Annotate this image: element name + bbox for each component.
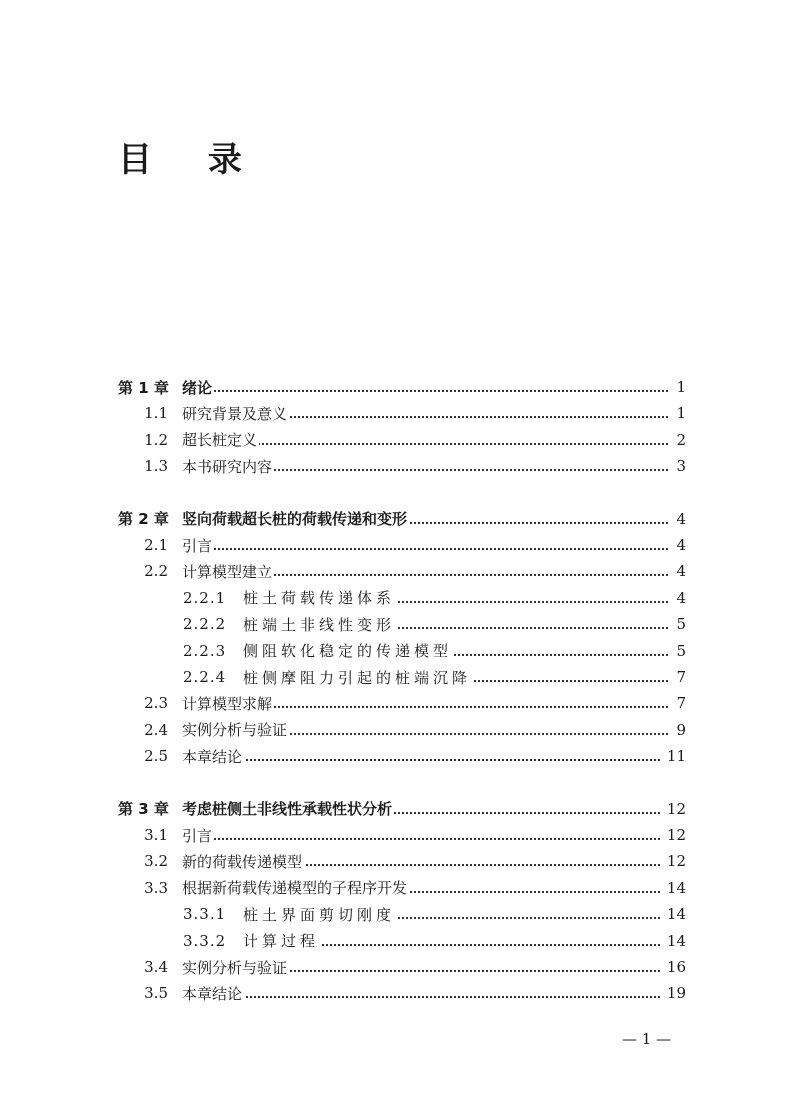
toc-entry-title: 实例分析与验证 [182, 721, 288, 740]
toc-entry-number: 3.3.1 [183, 905, 227, 924]
toc-entry-page: 12 [662, 800, 686, 818]
toc-entry-number: 2.2 [144, 562, 168, 581]
toc-entry-number: 第 3 章 [118, 800, 169, 819]
toc-entry-第3章[interactable] [0, 796, 800, 822]
toc-entry-2-3[interactable] [0, 690, 800, 716]
toc-entry-title: 考虑桩侧土非线性承载性状分析 [182, 800, 393, 819]
toc-entry-number: 3.3 [144, 878, 168, 897]
dot-leader [182, 838, 672, 840]
toc-entry-number: 1.3 [144, 457, 168, 476]
toc-entry-number: 3.5 [144, 984, 168, 1003]
toc-entry-page: 9 [668, 721, 686, 739]
toc-entry-第2章[interactable] [0, 506, 800, 532]
toc-entry-number: 3.2 [144, 852, 168, 871]
toc-entry-2-2[interactable] [0, 558, 800, 584]
toc-entry-number: 2.2.3 [183, 641, 227, 660]
toc-entry-page: 7 [668, 668, 686, 686]
toc-entry-title: 桩土荷载传递体系 [243, 589, 396, 608]
toc-entry-page: 11 [662, 747, 686, 765]
toc-entry-title: 引言 [182, 826, 213, 845]
toc-entry-3-1[interactable] [0, 822, 800, 848]
toc-entry-title: 本书研究内容 [182, 457, 273, 476]
toc-entry-title: 竖向荷载超长桩的荷载传递和变形 [182, 510, 408, 529]
toc-entry-page: 14 [662, 932, 686, 950]
toc-entry-page: 7 [668, 694, 686, 712]
toc-entry-page: 1 [668, 378, 686, 396]
toc-entry-3-3[interactable] [0, 875, 800, 901]
toc-entry-page: 12 [662, 826, 686, 844]
toc-entry-page: 5 [668, 642, 686, 660]
toc-entry-title: 桩端土非线性变形 [243, 615, 396, 634]
toc-entry-page: 14 [662, 905, 686, 923]
toc-entry-title: 研究背景及意义 [182, 404, 288, 423]
toc-entry-title: 新的荷载传递模型 [182, 852, 303, 871]
toc-entry-title: 计算模型求解 [182, 694, 273, 713]
toc-entry-number: 2.2.1 [183, 588, 227, 607]
toc-entry-page: 4 [668, 510, 686, 528]
toc-entry-2-1[interactable] [0, 532, 800, 558]
toc-entry-number: 1.1 [144, 404, 168, 423]
toc-entry-2-2-2[interactable] [0, 611, 800, 637]
toc-entry-number: 第 1 章 [118, 378, 169, 397]
toc-entry-3-3-1[interactable] [0, 901, 800, 927]
toc-entry-2-2-4[interactable] [0, 664, 800, 690]
toc-entry-page: 4 [668, 536, 686, 554]
toc-entry-page: 14 [662, 879, 686, 897]
toc-entry-number: 3.4 [144, 958, 168, 976]
page-number-footer: — 1 — [622, 1030, 672, 1048]
toc-entry-page: 2 [668, 431, 686, 449]
toc-entry-number: 2.2.2 [183, 615, 227, 634]
toc-entry-title: 侧阻软化稳定的传递模型 [243, 642, 453, 661]
page-title: 目 录 [118, 140, 264, 180]
dot-leader [182, 996, 672, 998]
toc-entry-title: 桩土界面剪切刚度 [243, 905, 396, 924]
toc-entry-第1章[interactable] [0, 374, 800, 400]
toc-entry-title: 绪论 [182, 378, 213, 397]
toc-entry-page: 19 [662, 984, 686, 1002]
toc-entry-2-2-1[interactable] [0, 585, 800, 611]
toc-entry-3-4[interactable] [0, 954, 800, 980]
dot-leader [182, 548, 672, 550]
toc-entry-1-1[interactable] [0, 400, 800, 426]
toc-entry-1-2[interactable] [0, 427, 800, 453]
toc-entry-3-5[interactable] [0, 980, 800, 1006]
dot-leader [182, 759, 672, 761]
toc-entry-2-4[interactable] [0, 717, 800, 743]
toc-entry-number: 2.2.4 [183, 668, 227, 686]
toc-entry-title: 计算模型建立 [182, 562, 273, 581]
toc-entry-page: 4 [668, 562, 686, 580]
toc-entry-title: 实例分析与验证 [182, 958, 288, 977]
toc-entry-page: 5 [668, 615, 686, 633]
toc-entry-number: 2.1 [144, 536, 168, 554]
toc-entry-page: 16 [662, 958, 686, 976]
toc-entry-number: 第 2 章 [118, 510, 169, 529]
toc-entry-number: 2.3 [144, 694, 168, 713]
toc-entry-number: 3.3.2 [183, 931, 227, 950]
toc-entry-page: 1 [668, 404, 686, 422]
toc-entry-title: 桩侧摩阻力引起的桩端沉降 [243, 668, 472, 687]
toc-entry-title: 计算过程 [243, 932, 320, 951]
dot-leader [182, 390, 672, 392]
toc-entry-3-3-2[interactable] [0, 928, 800, 954]
toc-entry-page: 3 [668, 457, 686, 475]
toc-entry-number: 1.2 [144, 430, 168, 449]
toc-entry-title: 根据新荷载传递模型的子程序开发 [182, 879, 408, 898]
toc-entry-number: 2.5 [144, 747, 168, 766]
toc-entry-1-3[interactable] [0, 453, 800, 479]
toc-entry-2-2-3[interactable] [0, 638, 800, 664]
toc-entry-page: 4 [668, 589, 686, 607]
toc-entry-title: 超长桩定义 [182, 431, 258, 450]
toc-entry-3-2[interactable] [0, 848, 800, 874]
toc-entry-title: 引言 [182, 536, 213, 555]
toc-entry-page: 12 [662, 852, 686, 870]
toc-entry-number: 3.1 [144, 826, 168, 844]
toc-entry-2-5[interactable] [0, 743, 800, 769]
toc-entry-title: 本章结论 [182, 984, 243, 1003]
toc-entry-title: 本章结论 [182, 747, 243, 766]
toc-entry-number: 2.4 [144, 720, 168, 739]
